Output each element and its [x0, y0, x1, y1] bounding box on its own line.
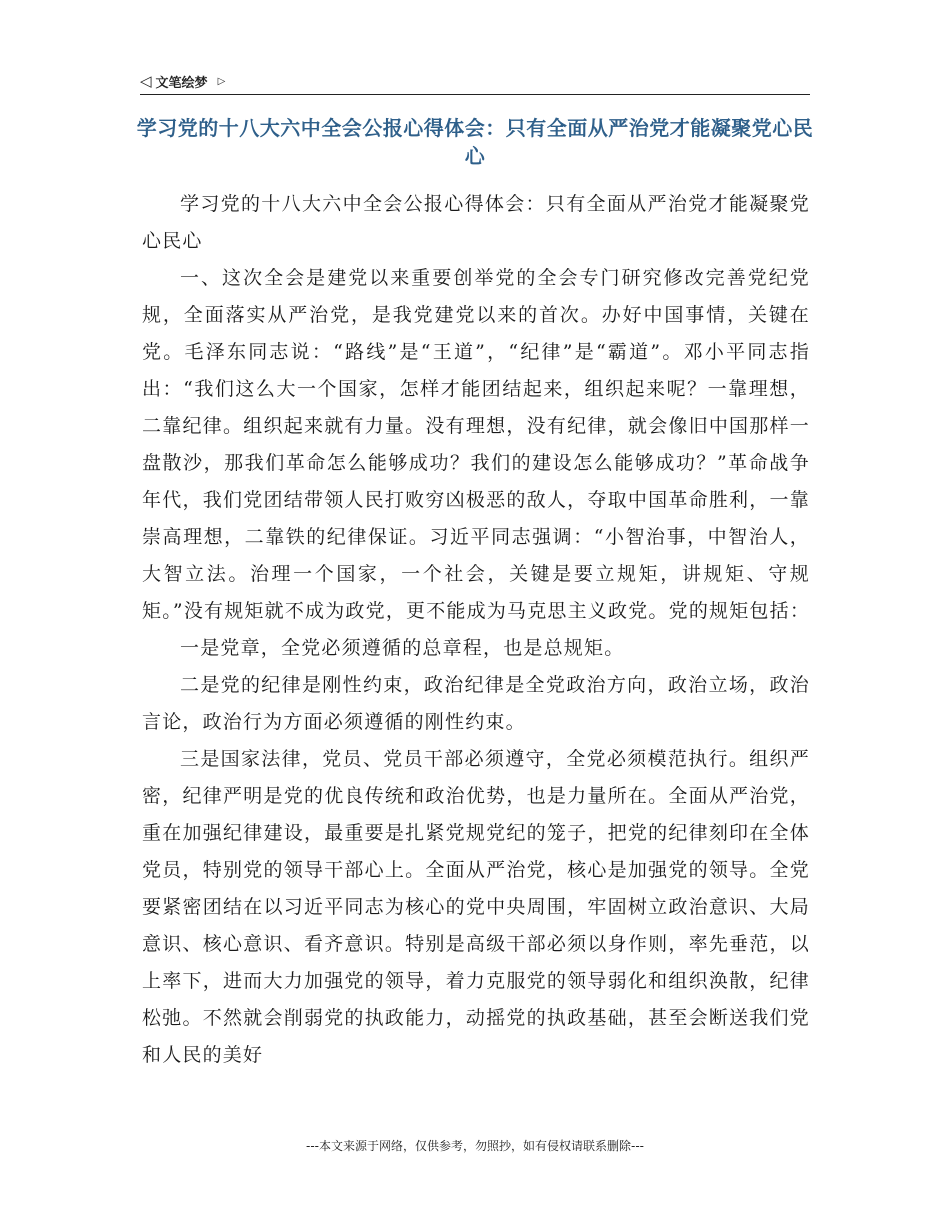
triangle-left-icon: ◁: [140, 72, 152, 90]
page-footer-disclaimer: ---本文来源于网络，仅供参考，勿照抄，如有侵权请联系删除---: [306, 1139, 644, 1153]
paragraph: 二是党的纪律是刚性约束，政治纪律是全党政治方向，政治立场，政治言论，政治行为方面必须遵循的刚性约束。: [142, 674, 810, 733]
paragraph: 三是国家法律，党员、党员干部必须遵守，全党必须模范执行。组织严密，纪律严明是党的优良传统和政治优势，也是力量所在。全面从严治党，重在加强纪律建设，最重要是扎紧党规党纪的笼子，把党的纪律刻印在全体党员，特别党的领导干部心上。全面从严治党，核心是加强党的领导。全党要紧密团结在以习近平同志为核心的党中央周围，牢固树立政治意识、大局意识、核心意识、看齐意识。特别是高级干部必须以身作则，率先垂范，以上率下，进而大力加强党的领导，着力克服党的领导弱化和组织涣散，纪律松弛。不然就会削弱党的执政能力，动摇党的执政基础，甚至会断送我们党和人民的美好: [142, 748, 810, 1066]
brand-name: 文笔绘梦: [155, 76, 208, 91]
triangle-right-icon: ▷: [217, 75, 226, 87]
document-body: [142, 186, 810, 1074]
page-header: [140, 70, 810, 95]
brand-logo: [140, 72, 225, 91]
paragraph: 一是党章，全党必须遵循的总章程，也是总规矩。: [180, 637, 625, 659]
document-title: 学习党的十八大六中全会公报心得体会：只有全面从严治党才能凝聚党心民心: [136, 116, 814, 168]
paragraph: 一、这次全会是建党以来重要创举党的全会专门研究修改完善党纪党规，全面落实从严治党，是我党建党以来的首次。办好中国事情，关键在党。毛泽东同志说：“路线”是“王道”，“纪律”是“霸道”。邓小平同志指出：“我们这么大一个国家，怎样才能团结起来，组织起来呢？一靠理想，二靠纪律。组织起来就有力量。没有理想，没有纪律，就会像旧中国那样一盘散沙，那我们革命怎么能够成功？我们的建设怎么能够成功？”革命战争年代，我们党团结带领人民打败穷凶极恶的敌人，夺取中国革命胜利，一靠崇高理想，二靠铁的纪律保证。习近平同志强调：“小智治事，中智治人，大智立法。治理一个国家，一个社会，关键是要立规矩，讲规矩、守规矩。”没有规矩就不成为政党，更不能成为马克思主义政党。党的规矩包括：: [142, 267, 811, 622]
paragraph: 学习党的十八大六中全会公报心得体会：只有全面从严治党才能凝聚党心民心: [142, 193, 810, 252]
